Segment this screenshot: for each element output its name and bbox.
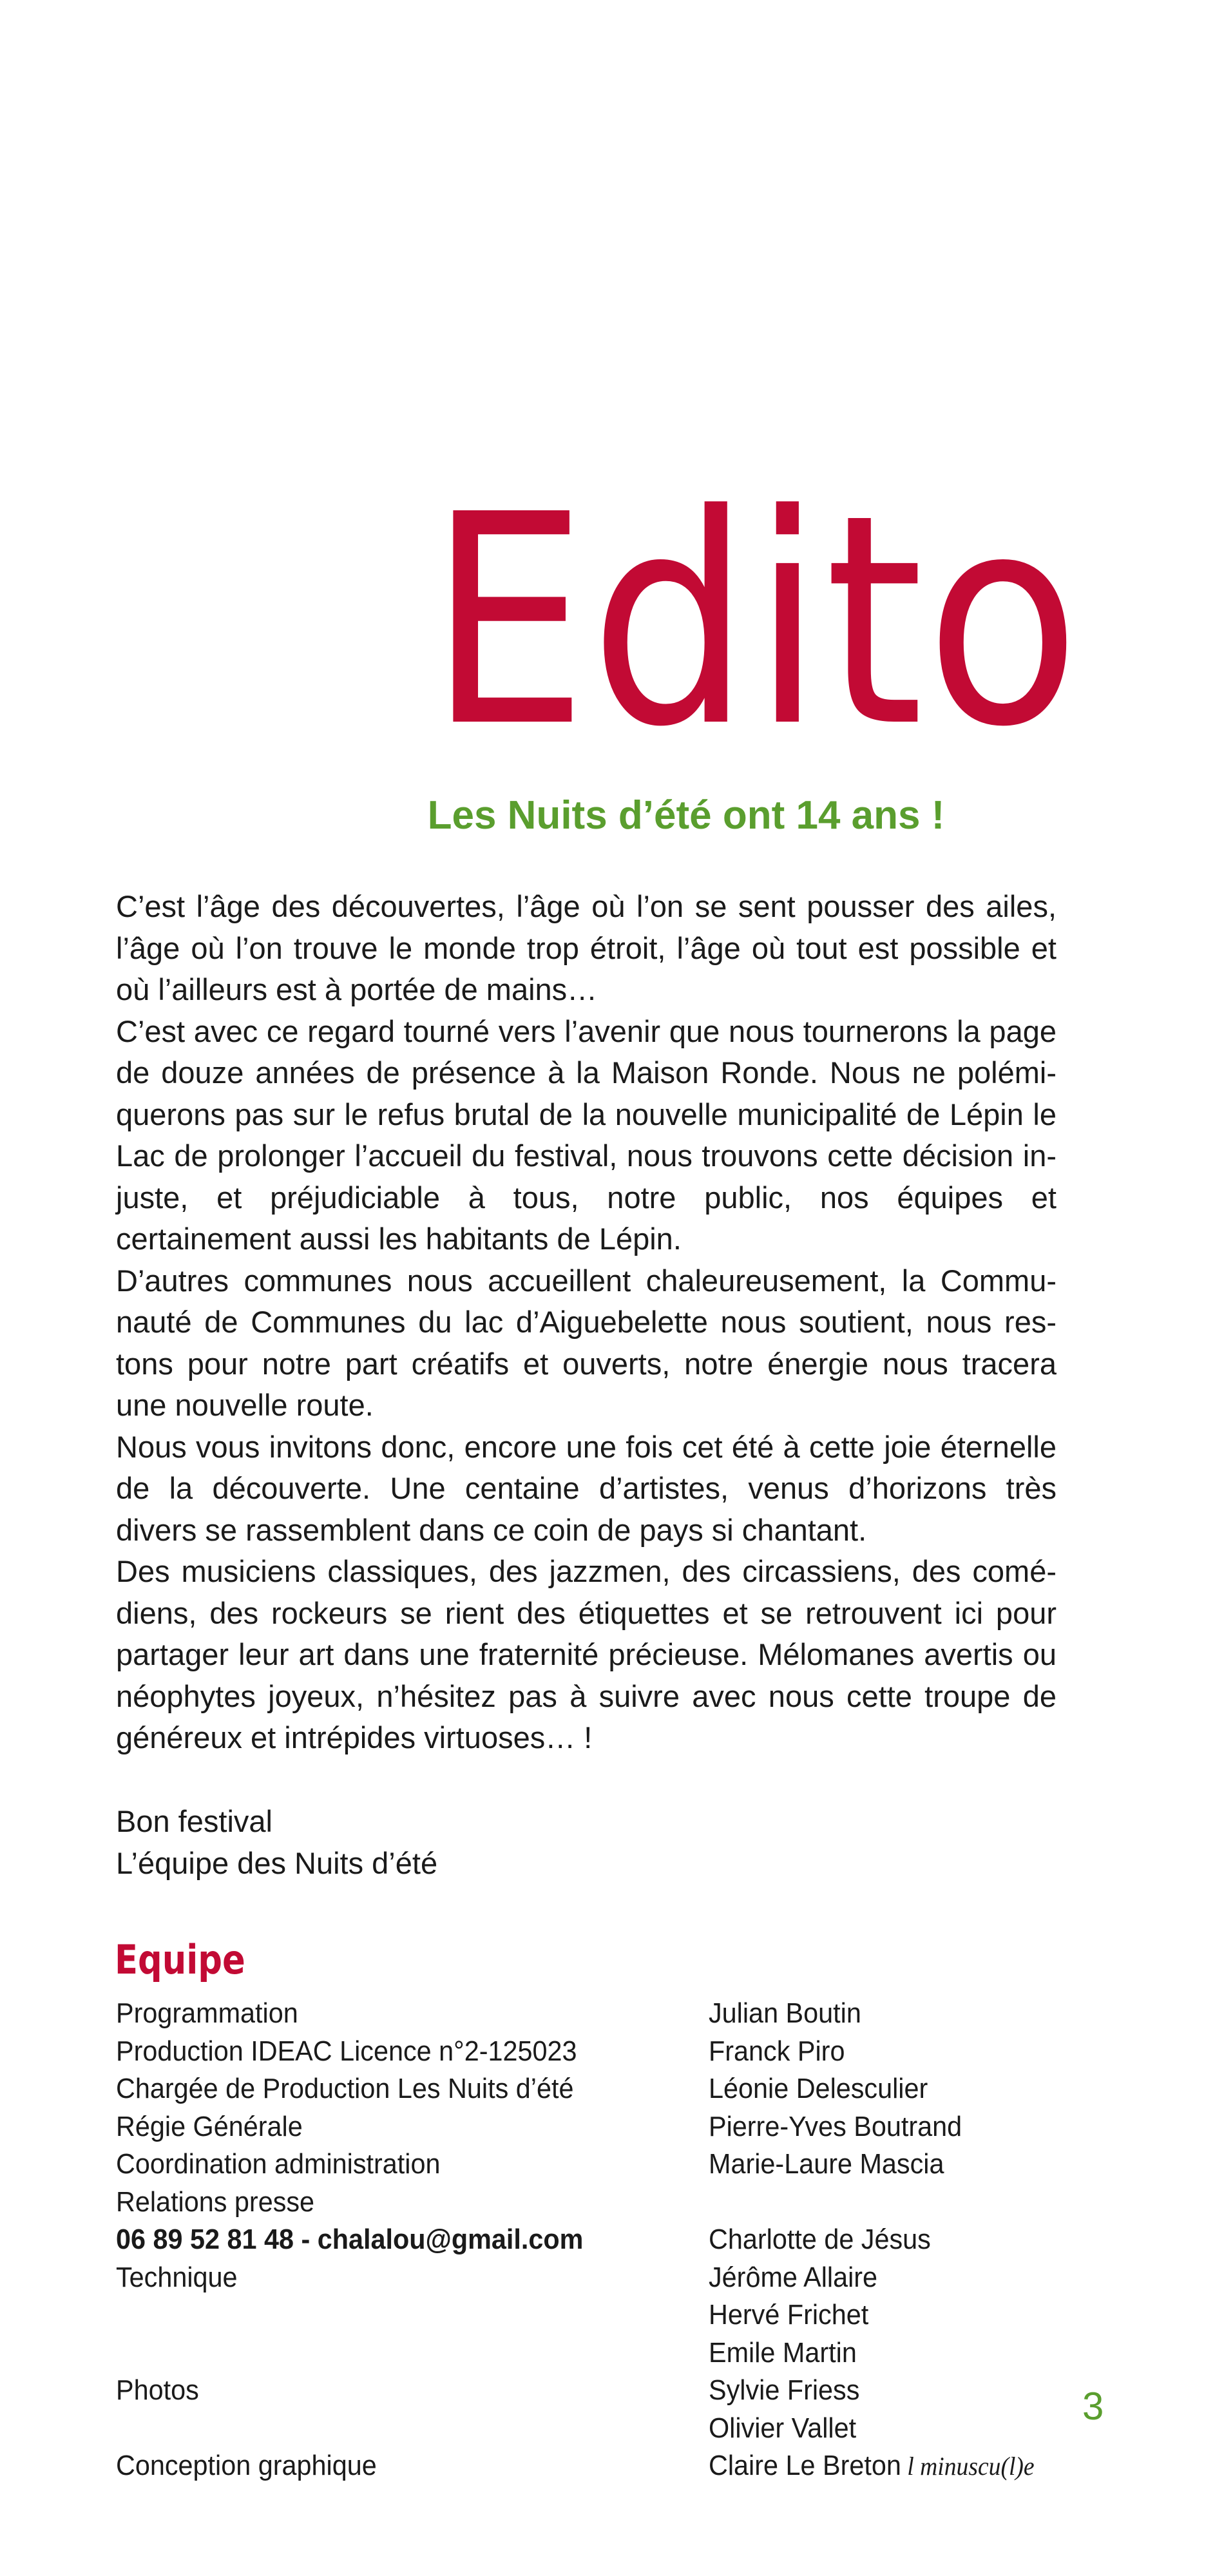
team-member-row [709, 2447, 1047, 2485]
team-heading: Equipe [115, 1936, 245, 1983]
team-role: Relations presse [116, 2186, 315, 2218]
paragraph: C’est l’âge des découvertes, l’âge où l’on se sent pousser des ailes, l’âge où l’on trouve le monde trop étroit, l’âge où tout est possible et où l’ailleurs est à portée de mains… [116, 889, 1057, 1006]
design-studio-logo: l minuscu(l)e [907, 2452, 1035, 2481]
editorial-text [116, 886, 1057, 1759]
team-names-column [709, 1995, 1047, 2485]
team-member: Julian Boutin [709, 1997, 861, 2029]
team-member: Jérôme Allaire [709, 2261, 878, 2293]
page-title: Edito [428, 453, 1083, 791]
team-role: Technique [116, 2261, 238, 2293]
team-role: Photos [116, 2374, 199, 2406]
team-role: Conception graphique [116, 2450, 377, 2481]
team-role: Programmation [116, 1997, 298, 2029]
team-role [116, 2296, 661, 2334]
team-role: Régie Générale [116, 2110, 303, 2142]
page-number: 3 [1082, 2385, 1104, 2428]
paragraph: Des musiciens classiques, des jazzmen, des circassiens, des comédiens, des rockeurs se rient des étiquettes et se retrouvent ici pour partager leur art dans une fraternité précieuse. Mélomanes avertis ou néophytes joyeux, n’hésitez pas à suivre avec nous cette troupe de généreux et intrépides virtuoses… ! [116, 1554, 1057, 1754]
team-member: Olivier Vallet [709, 2412, 857, 2444]
team-member: Sylvie Friess [709, 2374, 860, 2406]
team-role [116, 2410, 661, 2448]
team-role [116, 2334, 661, 2372]
team-role: Production IDEAC Licence n°2-125023 [116, 2035, 577, 2067]
team-role: Coordination administration [116, 2148, 441, 2180]
signoff-signature: L’équipe des Nuits d’été [116, 1845, 438, 1880]
paragraph: Nous vous invitons donc, encore une fois cet été à cette joie éternelle de la découverte. Une centaine d’artistes, venus d’horizons très divers se rassemblent dans ce coin de pays si chantant. [116, 1429, 1057, 1547]
team-member: Pierre-Yves Boutrand [709, 2110, 962, 2142]
team-member: Charlotte de Jésus [709, 2224, 931, 2255]
paragraph: C’est avec ce regard tourné vers l’avenir que nous tournerons la page de douze années de présence à la Maison Ronde. Nous ne polémiquerons pas sur le refus brutal de la nouvelle municipalité de Lépin le Lac de prolonger l’accueil du festival, nous trouvons cette décision injuste, et préjudiciable à tous, notre public, nos équipes et certainement aussi les habitants de Lépin. [116, 1014, 1057, 1256]
team-member: Emile Martin [709, 2336, 857, 2369]
team-member: Léonie Delesculier [709, 2073, 928, 2104]
paragraph: D’autres communes nous accueillent chaleureusement, la Communauté de Communes du lac d’Aiguebelette nous soutient, nous restons pour notre part créatifs et ouverts, notre énergie nous tracera une nouvelle route. [116, 1263, 1057, 1422]
team-member: Franck Piro [709, 2035, 845, 2067]
team-member [709, 2184, 1047, 2222]
signoff [116, 1801, 437, 1884]
team-role: Chargée de Production Les Nuits d’été [116, 2073, 574, 2104]
team-member: Marie-Laure Mascia [709, 2148, 944, 2180]
team-roles-column [116, 1995, 661, 2485]
press-contact: 06 89 52 81 48 - chalalou@gmail.com [116, 2224, 584, 2255]
team-member: Claire Le Breton [709, 2450, 901, 2481]
subtitle: Les Nuits d’été ont 14 ans ! [427, 793, 945, 838]
signoff-greeting: Bon festival [116, 1804, 273, 1838]
team-member: Hervé Frichet [709, 2299, 869, 2331]
